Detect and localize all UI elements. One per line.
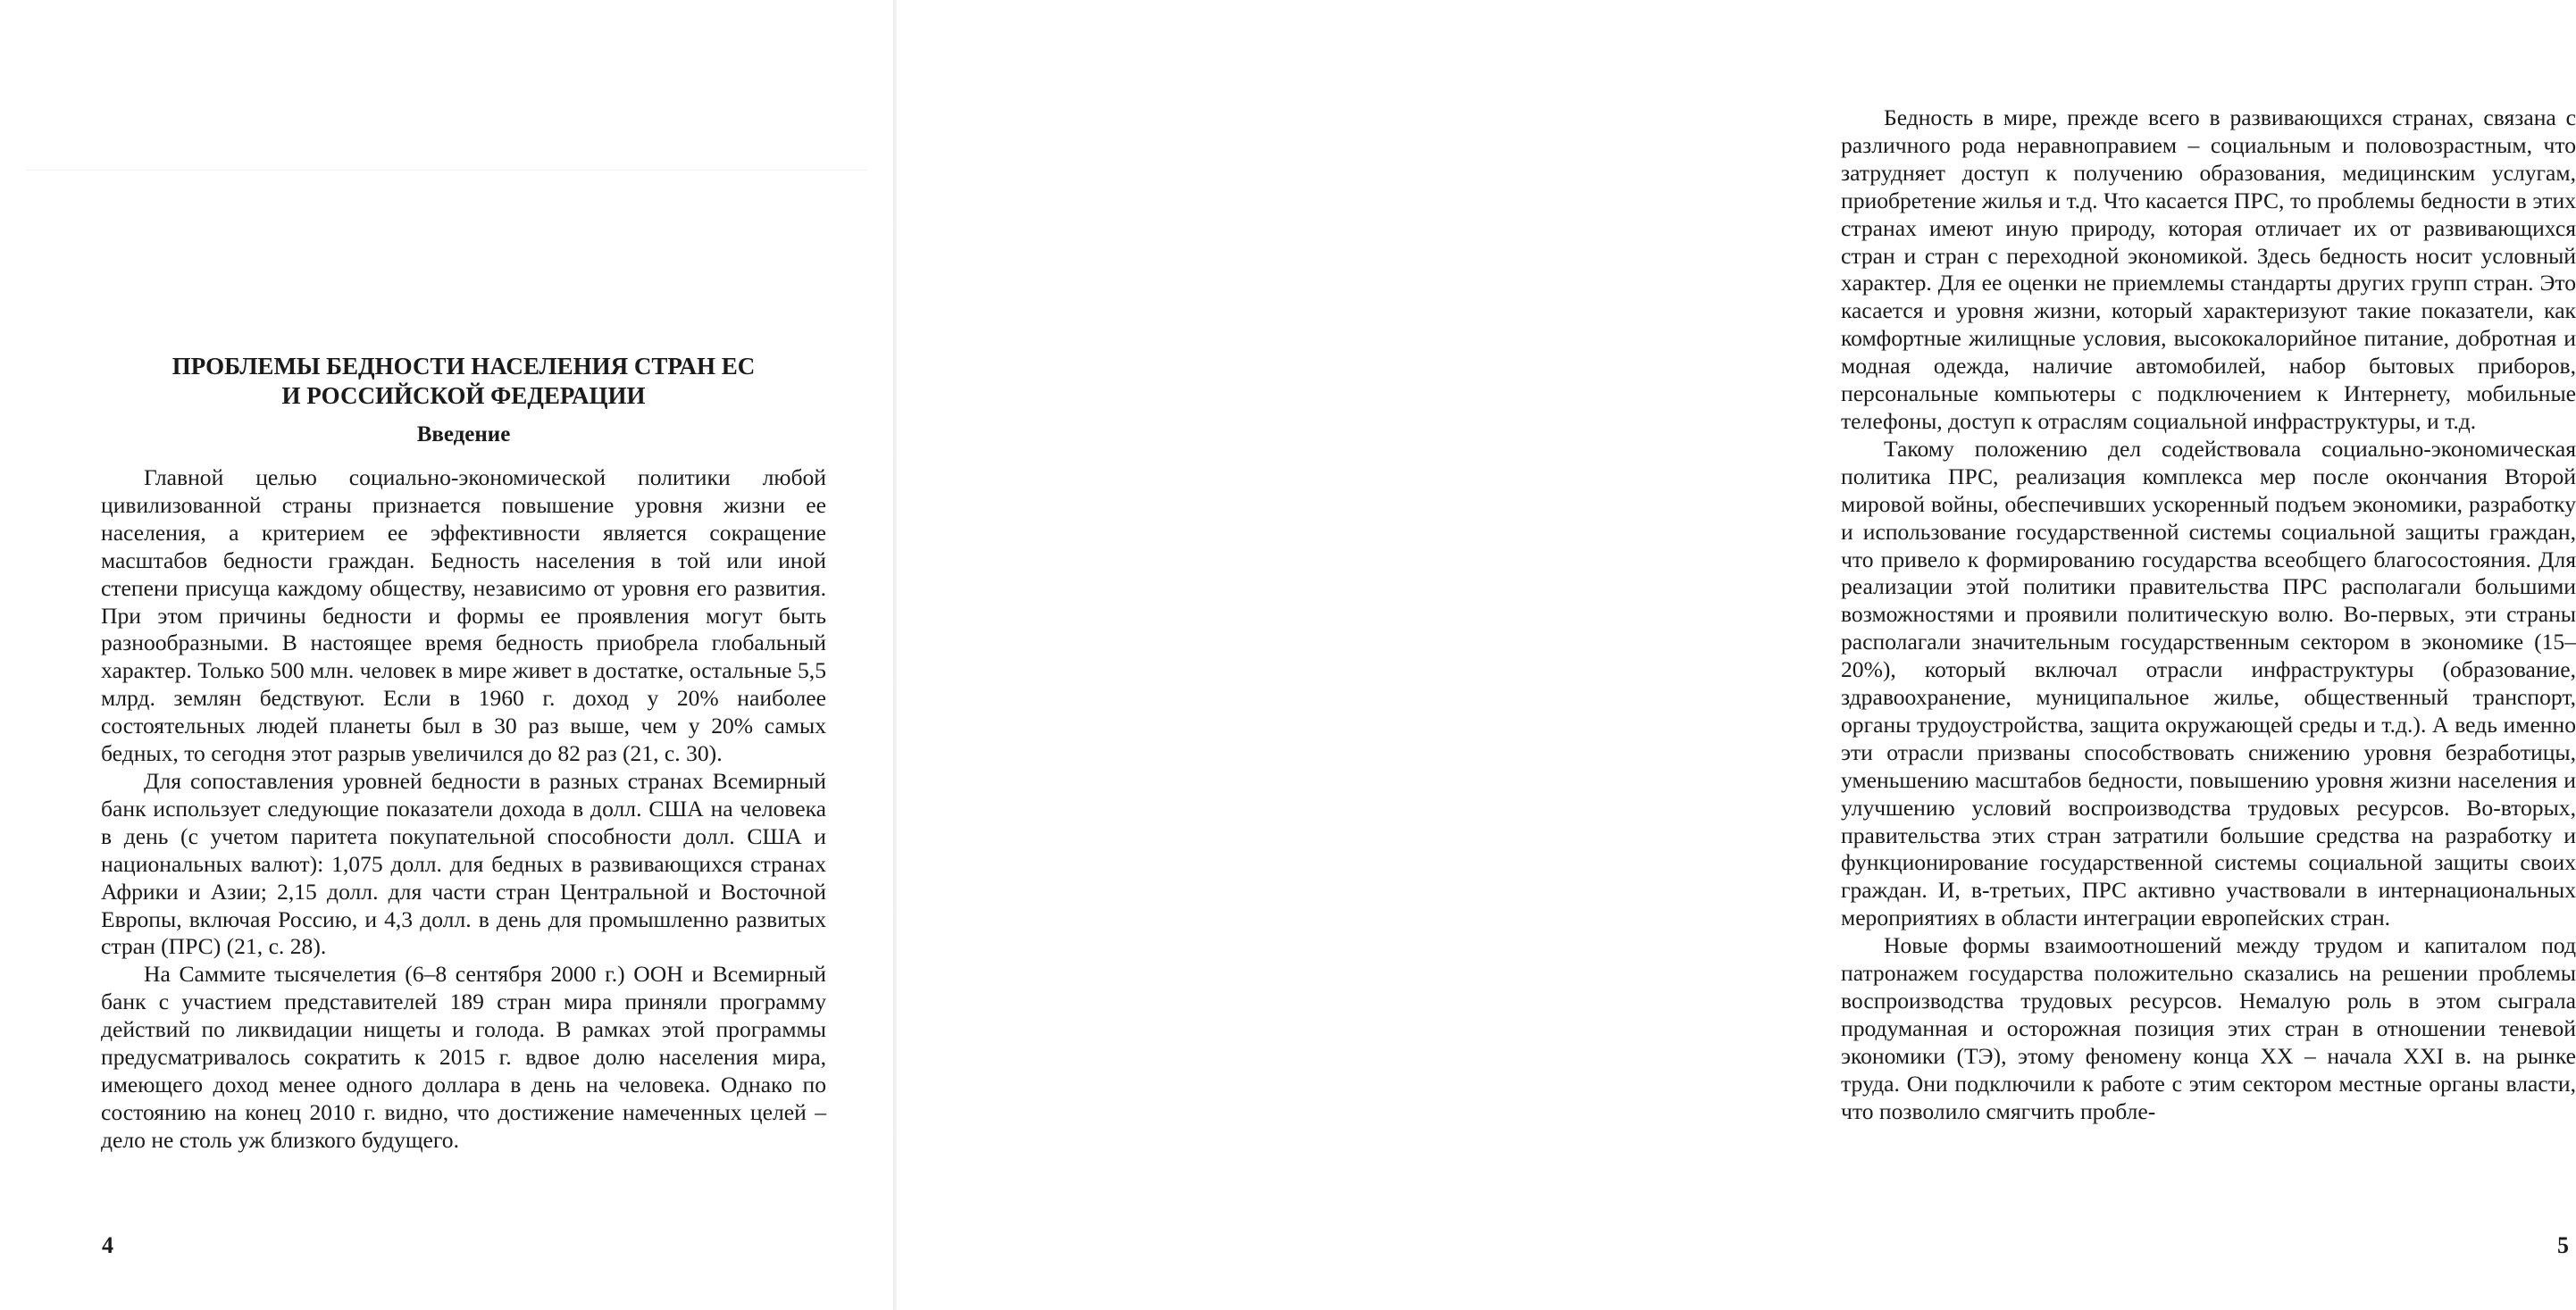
paragraph: На Саммите тысячелетия (6–8 сентября 2000 г.) ООН и Всемирный банк с участием представителей 189 стран мира приняли программу действий по ликвидации нищеты и голода. В рамках этой программы предусматривалось сократить к 2015 г. вдвое долю населения мира, имеющего доход менее одного доллара в день на человека. Однако по состоянию на конец 2010 г. видно, что достижение намеченных целей – дело не столь уж близкого будущего.	[101, 961, 826, 1153]
chapter-title-line-2: И РОССИЙСКОЙ ФЕДЕРАЦИИ	[281, 382, 646, 409]
chapter-title-line-1: ПРОБЛЕМЫ БЕДНОСТИ НАСЕЛЕНИЯ СТРАН ЕС	[171, 353, 756, 380]
page-number: 5	[2557, 1232, 2569, 1258]
left-page-text	[101, 352, 826, 1155]
paragraph: Главной целью социально-экономической политики любой цивилизованной страны признается повышение уровня жизни ее населения, а критерием ее эффективности является сокращение масштабов бедности граждан. Бедность населения в той или иной степени присуща каждому обществу, независимо от уровня его развития. При этом причины бедности и формы ее проявления могут быть разнообразными. В настоящее время бедность приобрела глобальный характер. Только 500 млн. человек в мире живет в достатке, остальные 5,5 млрд. землян бедствуют. Если в 1960 г. доход у 20% наиболее состоятельных людей планеты был в 30 раз выше, чем у 20% самых бедных, то сегодня этот разрыв увеличился до 82 раз (21, с. 30).	[101, 464, 826, 767]
page-number: 4	[102, 1232, 113, 1258]
section-heading: Введение	[416, 422, 511, 446]
left-page	[0, 0, 893, 1310]
paragraph: Новые формы взаимоотношений между трудом и капиталом под патронажем государства положительно сказались на решении проблемы воспроизводства трудовых ресурсов. Немалую роль в этом сыграла продуманная и осторожная позиция этих стран в отношении теневой экономики (ТЭ), этому феномену конца XX – начала XXI в. на рынке труда. Они подключили к работе с этим сектором местные органы власти, что позволило смягчить пробле-	[1841, 932, 2576, 1124]
paragraph: Бедность в мире, прежде всего в развивающихся странах, связана с различного рода неравноправием – социальным и половозрастным, что затрудняет доступ к получению образования, медицинским услугам, приобретение жилья и т.д. Что касается ПРС, то проблемы бедности в этих странах имеют иную природу, которая отличает их от развивающихся стран и стран с переходной экономикой. Здесь бедность носит условный характер. Для ее оценки не приемлемы стандарты других групп стран. Это касается и уровня жизни, который характеризуют такие показатели, как комфортные жилищные условия, высококалорийное питание, добротная и модная одежда, наличие автомобилей, набор бытовых приборов, персональные компьютеры с подключением к Интернету, мобильные телефоны, доступ к отраслям социальной инфраструктуры, и т.д.	[1841, 104, 2576, 434]
right-page-text	[1841, 104, 2576, 1126]
chapter-title	[101, 352, 826, 411]
paragraph: Такому положению дел содействовала социально-экономическая политика ПРС, реализация комплекса мер после окончания Второй мировой войны, обеспечивших ускоренный подъем экономики, разработку и использование государственной системы социальной защиты граждан, что привело к формированию государства всеобщего благосостояния. Для реализации этой политики правительства ПРС располагали большими возможностями и проявили политическую волю. Во-первых, эти страны располагали значительным государственным сектором в экономике (15–20%), который включал отрасли инфраструктуры (образование, здравоохранение, муниципальное жилье, общественный транспорт, органы трудоустройства, защита окружающей среды и т.д.). А ведь именно эти отрасли призваны способствовать снижению уровня безработицы, уменьшению масштабов бедности, повышению уровня жизни населения и улучшению условий воспроизводства трудовых ресурсов. Во-вторых, правительства этих стран затратили большие средства на разработку и функционирование государственной системы социальной защиты своих граждан. И, в-третьих, ПРС активно участвовали в интернациональных мероприятиях в области интеграции европейских стран.	[1841, 435, 2576, 931]
right-page	[893, 0, 2576, 1310]
paragraph: Для сопоставления уровней бедности в разных странах Всемирный банк использует следующие показатели дохода в долл. США на человека в день (с учетом паритета покупательной способности долл. США и национальных валют): 1,075 долл. для бедных в развивающихся странах Африки и Азии; 2,15 долл. для части стран Центральной и Восточной Европы, включая Россию, и 4,3 долл. в день для промышленно развитых стран (ПРС) (21, с. 28).	[101, 767, 826, 960]
